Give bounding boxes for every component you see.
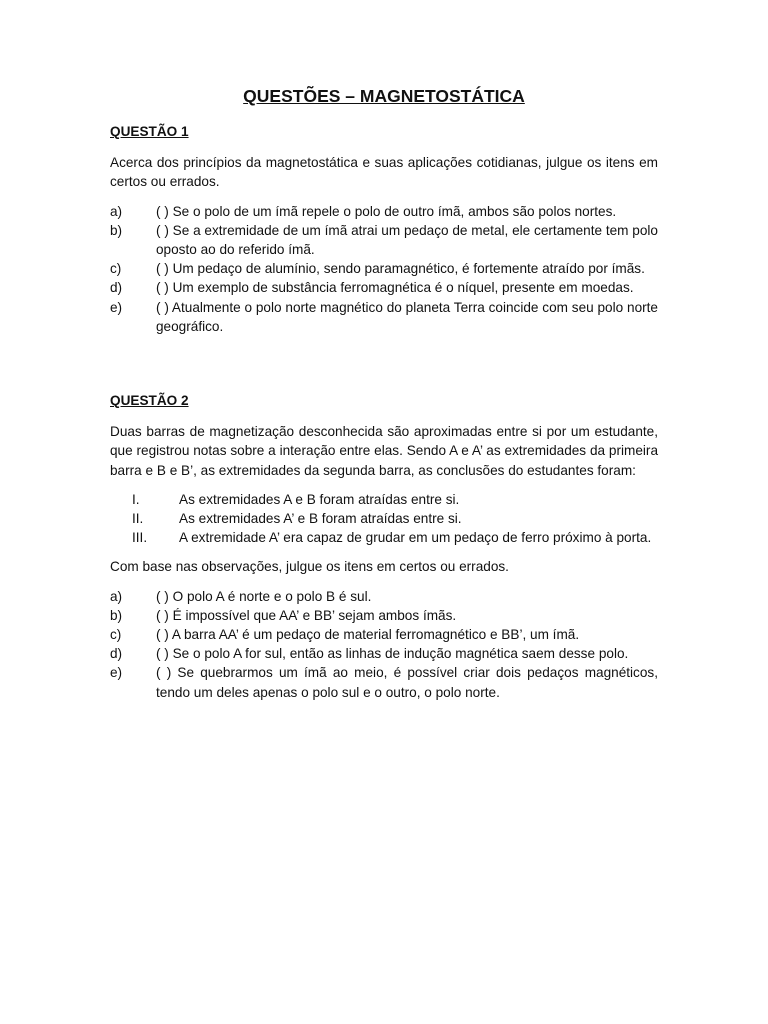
list-item (110, 625, 658, 644)
list-item (110, 278, 658, 297)
list-item (110, 509, 658, 528)
item-text: ( ) Atualmente o polo norte magnético do planeta Terra coincide com seu polo norte geográfico. (156, 299, 658, 334)
list-item (110, 221, 658, 259)
list-item (110, 663, 658, 701)
item-marker: a) (110, 588, 123, 604)
question-2 (110, 391, 658, 702)
list-item (110, 528, 658, 547)
item-marker: b) (110, 607, 123, 623)
question-2-intro: Duas barras de magnetização desconhecida são aproximadas entre si por um estudante, que registrou notas sobre a interação entre elas. Sendo A e A’ as extremidades da primeira barra e B e B’, as extremidades da segunda barra, as conclusões do estudantes foram: (110, 424, 658, 478)
list-item (110, 202, 658, 221)
item-text: ( ) Se o polo de um ímã repele o polo de outro ímã, ambos são polos nortes. (156, 203, 617, 219)
list-item (110, 587, 658, 606)
question-2-instruction: Com base nas observações, julgue os itens em certos ou errados. (110, 559, 509, 575)
item-text: As extremidades A e B foram atraídas entre si. (179, 491, 460, 507)
item-marker: e) (110, 665, 123, 681)
item-text: ( ) A barra AA’ é um pedaço de material ferromagnético e BB’, um ímã. (156, 627, 580, 643)
item-text: ( ) Se o polo A for sul, então as linhas de indução magnética saem desse polo. (156, 646, 629, 662)
question-1-intro: Acerca dos princípios da magnetostática e suas aplicações cotidianas, julgue os itens em certos ou errados. (110, 155, 658, 190)
item-text: ( ) Se a extremidade de um ímã atrai um pedaço de metal, ele certamente tem polo oposto ao do referido ímã. (156, 222, 658, 258)
item-text: ( ) Se quebrarmos um ímã ao meio, é possível criar dois pedaços magnéticos, tendo um deles apenas o polo sul e o outro, o polo norte. (156, 665, 658, 700)
question-1 (110, 122, 658, 336)
item-text: ( ) O polo A é norte e o polo B é sul. (156, 588, 372, 604)
item-text: ( ) Um pedaço de alumínio, sendo paramagnético, é fortemente atraído por ímãs. (156, 261, 645, 277)
list-item (110, 259, 658, 278)
list-item (110, 644, 658, 663)
item-marker: e) (110, 299, 123, 315)
item-marker: I. (132, 491, 140, 507)
item-marker: c) (110, 261, 122, 277)
item-marker: b) (110, 222, 123, 238)
page-title: QUESTÕES – MAGNETOSTÁTICA (243, 86, 525, 106)
item-marker: d) (110, 280, 123, 296)
item-text: A extremidade A’ era capaz de grudar em um pedaço de ferro próximo à porta. (179, 530, 652, 546)
list-item (110, 298, 658, 336)
observations-list (110, 490, 658, 548)
list-item (110, 606, 658, 625)
question-1-heading: QUESTÃO 1 (110, 124, 189, 139)
question-1-items (110, 202, 658, 336)
item-marker: III. (132, 530, 148, 546)
item-marker: II. (132, 511, 144, 527)
item-text: ( ) É impossível que AA’ e BB’ sejam ambos ímãs. (156, 607, 457, 623)
item-marker: c) (110, 627, 122, 643)
question-2-items (110, 587, 658, 702)
item-text: As extremidades A’ e B foram atraídas entre si. (179, 511, 462, 527)
item-marker: a) (110, 203, 123, 219)
item-marker: d) (110, 646, 123, 662)
item-text: ( ) Um exemplo de substância ferromagnética é o níquel, presente em moedas. (156, 280, 634, 296)
question-2-heading: QUESTÃO 2 (110, 393, 189, 408)
list-item (110, 490, 658, 509)
